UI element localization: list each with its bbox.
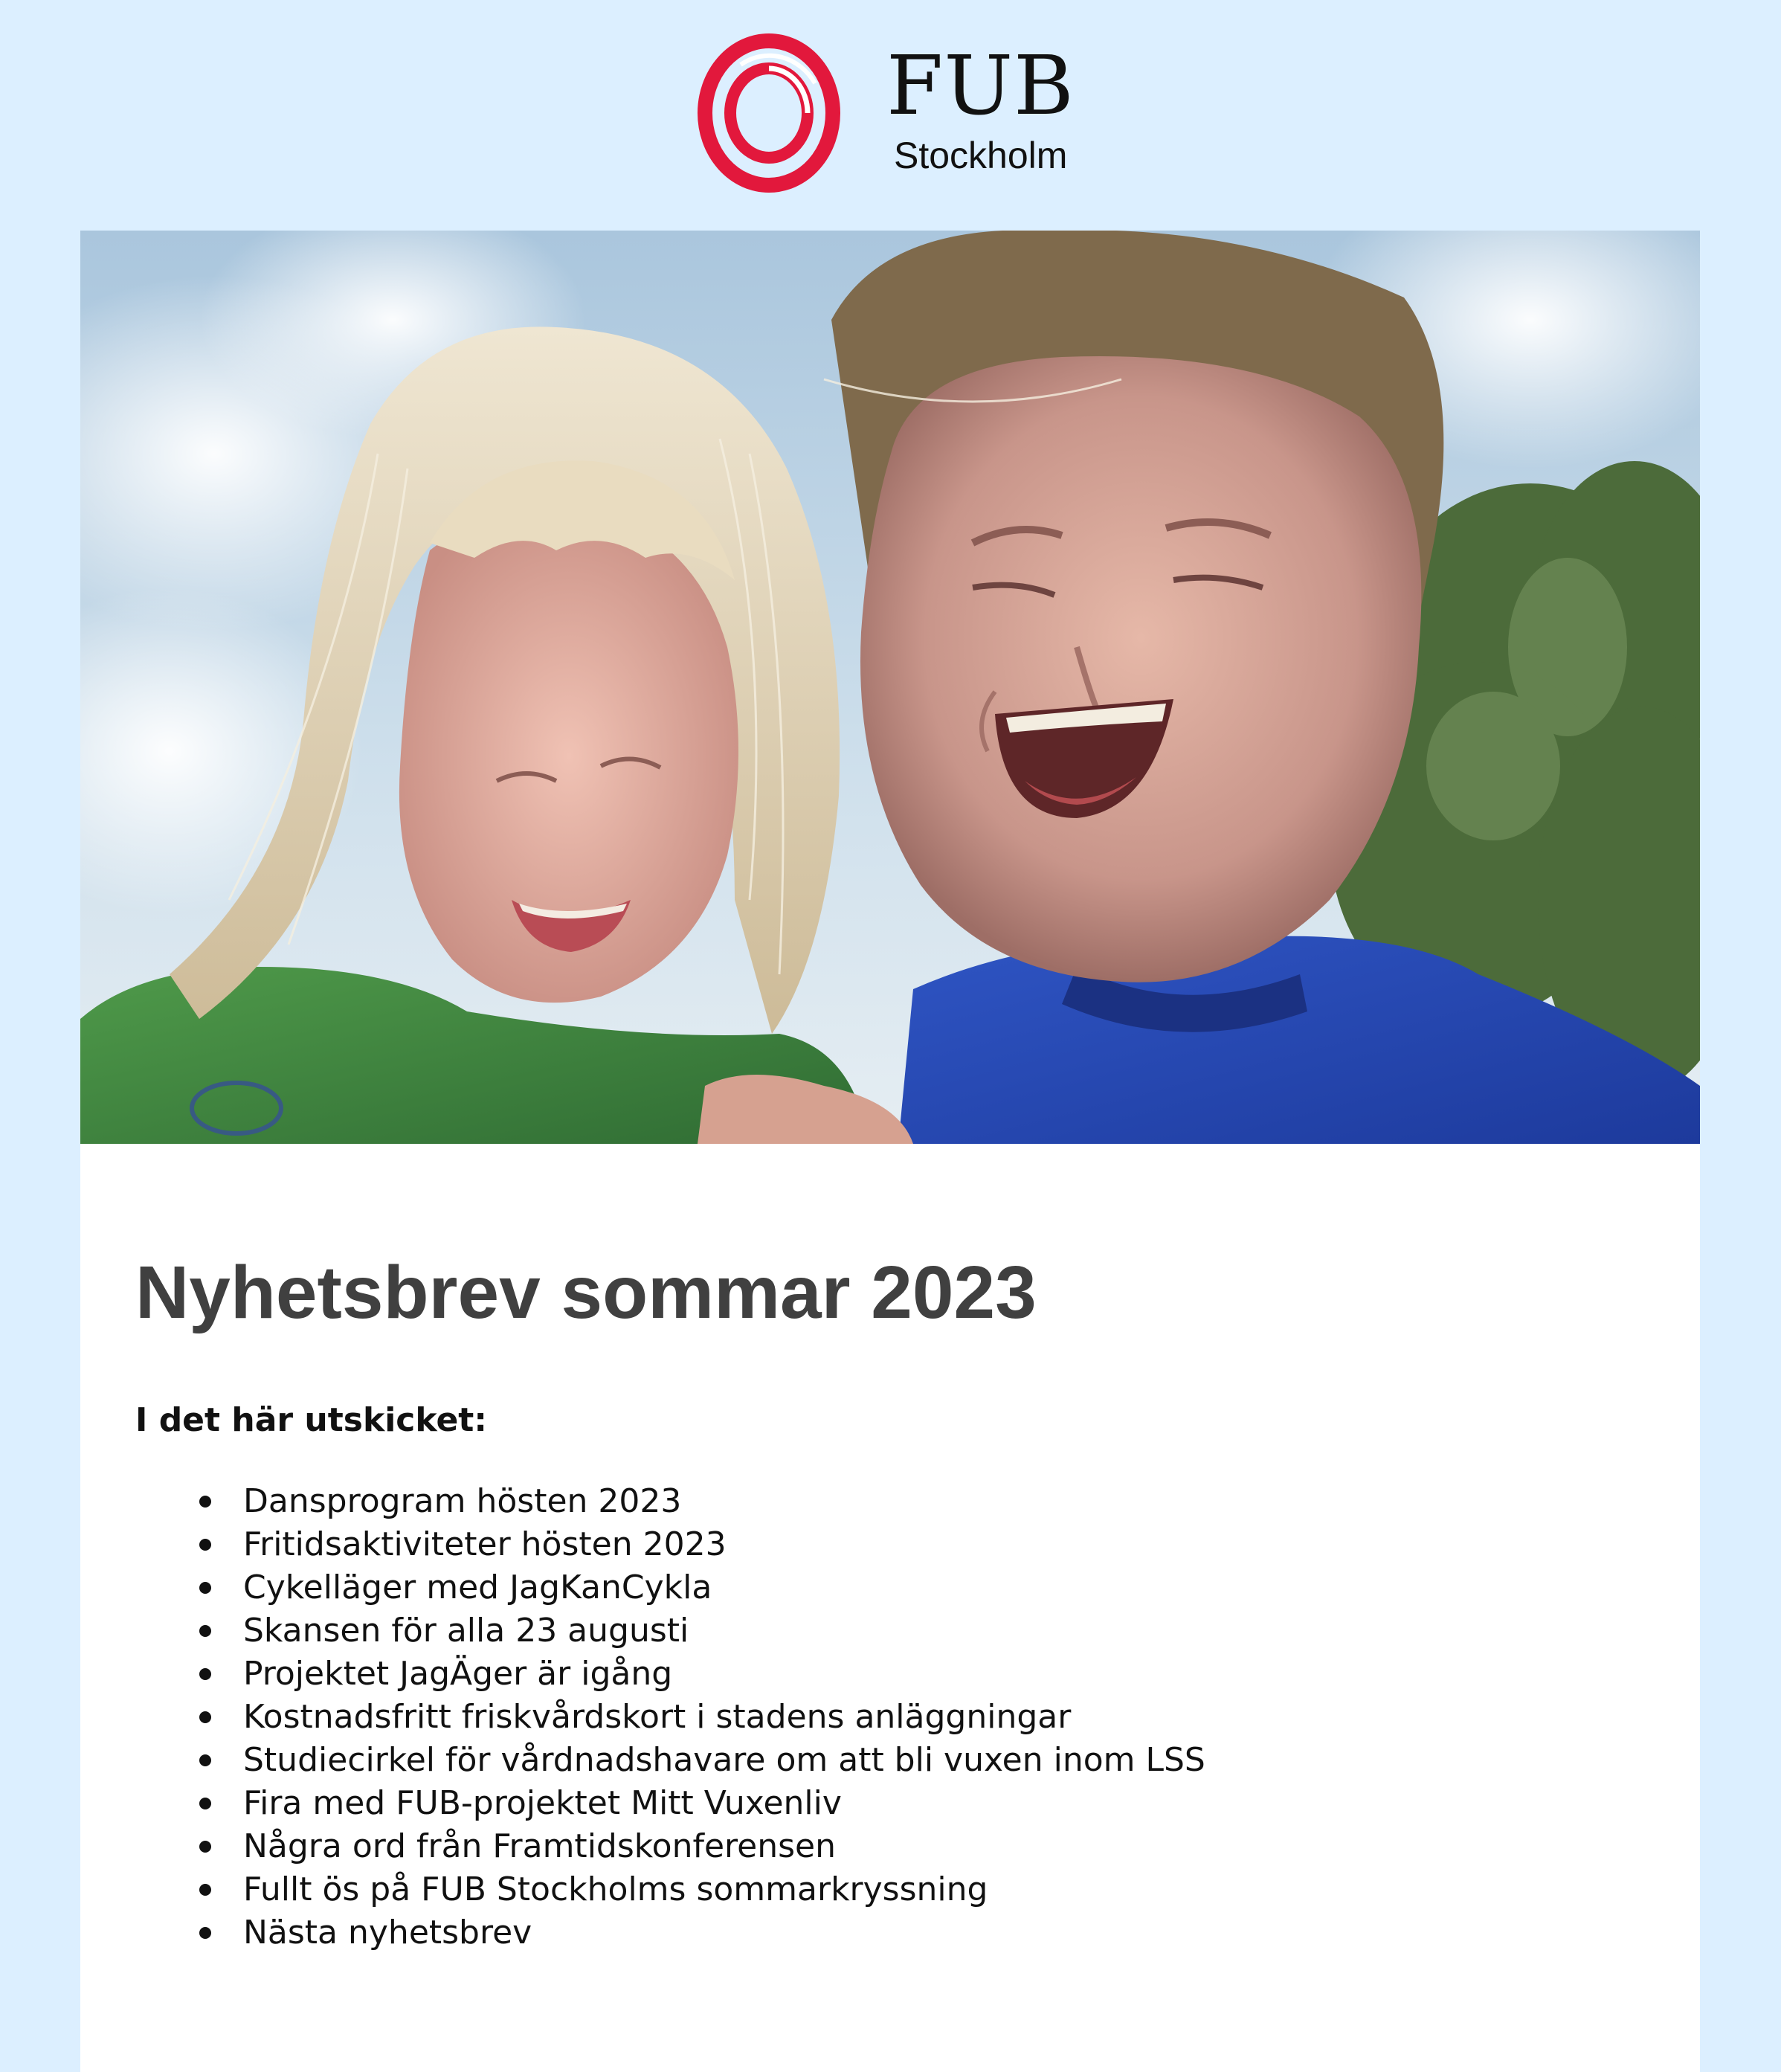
list-item <box>135 1566 1205 1609</box>
bullet-icon <box>199 1711 211 1723</box>
list-item-text: Några ord från Framtidskonferensen <box>243 1827 837 1865</box>
list-item <box>135 1609 1205 1653</box>
hero-photo <box>80 231 1700 1144</box>
fub-ring-logo-icon <box>696 31 842 195</box>
list-item-text: Nästa nyhetsbrev <box>243 1914 532 1952</box>
contents-list <box>135 1480 1205 1954</box>
list-item <box>135 1825 1205 1868</box>
bullet-icon <box>199 1625 211 1637</box>
bullet-icon <box>199 1496 211 1508</box>
list-item <box>135 1653 1205 1696</box>
list-item <box>135 1739 1205 1782</box>
list-item-text: Fullt ös på FUB Stockholms sommarkryssning <box>243 1870 988 1908</box>
bullet-icon <box>199 1798 211 1809</box>
bullet-icon <box>199 1539 211 1551</box>
list-item-text: Dansprogram hösten 2023 <box>243 1482 682 1520</box>
list-item-text: Projektet JagÄger är igång <box>243 1655 673 1693</box>
list-item-text: Studiecirkel för vårdnadshavare om att bli vuxen inom LSS <box>243 1741 1205 1779</box>
bullet-icon <box>199 1927 211 1939</box>
bullet-icon <box>199 1841 211 1853</box>
list-item-text: Cykelläger med JagKanCykla <box>243 1569 712 1606</box>
logo-wordmark: FUB <box>886 38 1075 133</box>
list-item <box>135 1911 1205 1954</box>
list-item <box>135 1480 1205 1523</box>
list-item-text: Fira med FUB-projektet Mitt Vuxenliv <box>243 1784 842 1822</box>
fub-stockholm-logo[interactable] <box>696 31 1083 199</box>
list-item-text: Fritidsaktiviteter hösten 2023 <box>243 1525 727 1563</box>
bullet-icon <box>199 1668 211 1680</box>
newsletter-title: Nyhetsbrev sommar 2023 <box>135 1251 1037 1334</box>
list-item <box>135 1523 1205 1566</box>
logo-city: Stockholm <box>894 135 1068 176</box>
list-item-text: Kostnadsfritt friskvårdskort i stadens anläggningar <box>243 1698 1072 1736</box>
newsletter-header <box>0 0 1781 231</box>
bullet-icon <box>199 1754 211 1766</box>
list-item <box>135 1696 1205 1739</box>
list-item-text: Skansen för alla 23 augusti <box>243 1612 689 1650</box>
bullet-icon <box>199 1884 211 1896</box>
list-item <box>135 1782 1205 1825</box>
bullet-icon <box>199 1582 211 1594</box>
list-item <box>135 1868 1205 1911</box>
contents-intro: I det här utskicket: <box>135 1401 487 1439</box>
